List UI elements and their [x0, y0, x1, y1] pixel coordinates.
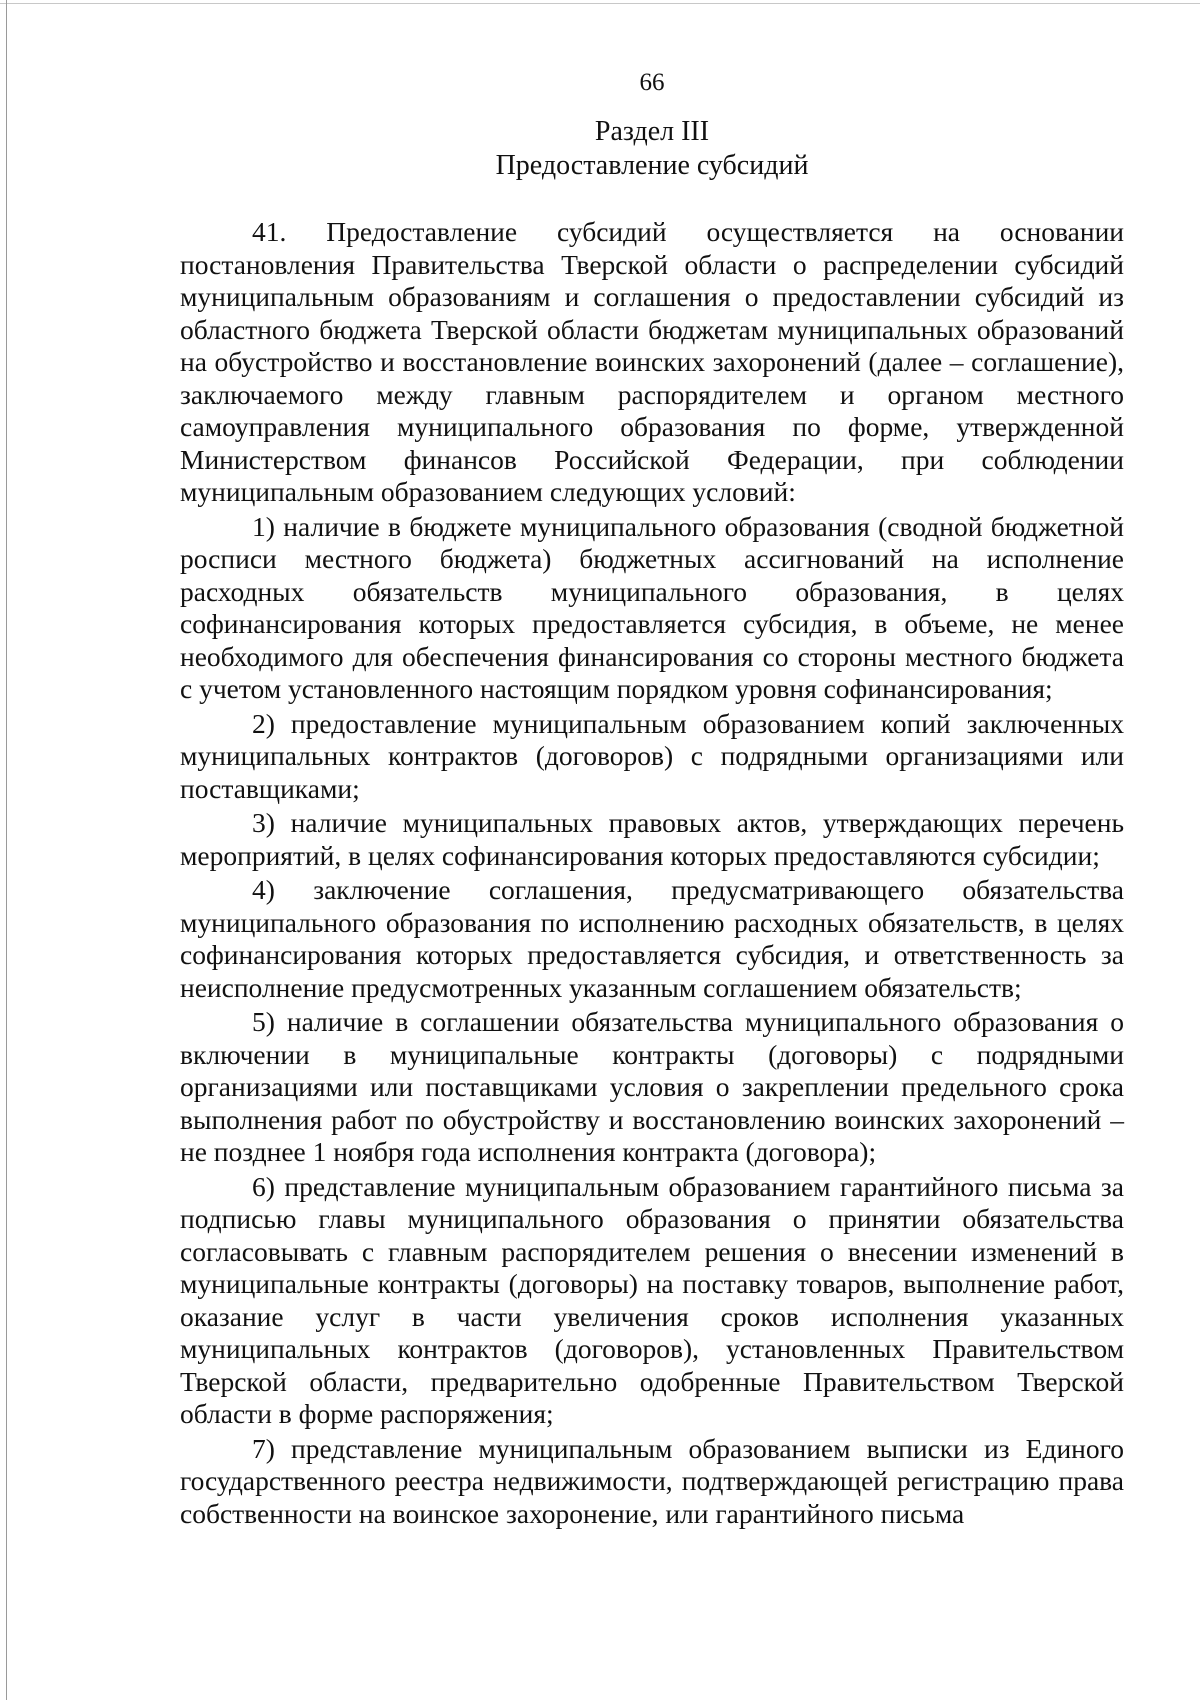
- page-edge-left: [6, 0, 7, 1700]
- paragraph-item-3: 3) наличие муниципальных правовых актов, утверждающих перечень мероприятий, в целях софинансирования которых предоставляются субсидии;: [180, 807, 1124, 871]
- paragraph-item-2: 2) предоставление муниципальным образованием копий заключенных муниципальных контрактов (договоров) с подрядными организациями или поставщиками;: [180, 707, 1124, 804]
- page-edge-top: [0, 3, 1200, 4]
- paragraph-item-4: 4) заключение соглашения, предусматривающего обязательства муниципального образования по исполнению расходных обязательств, в целях софинансирования которых предоставляется субсидия, и ответственность за неисполнение предусмотренных указанным соглашением обязательств;: [180, 874, 1124, 1003]
- paragraph-item-7: 7) представление муниципальным образованием выписки из Единого государственного реестра недвижимости, подтверждающей регистрацию права собственности на воинское захоронение, или гарантийного письма: [180, 1432, 1124, 1529]
- section-title: Раздел III: [594, 116, 710, 147]
- body-text: [180, 216, 1124, 1530]
- paragraph-41: 41. Предоставление субсидий осуществляется на основании постановления Правительства Тверской области о распределении субсидий муниципальным образованиям и соглашения о предоставлении субсидий из областного бюджета Тверской области бюджетам муниципальных образований на обустройство и восстановление воинских захоронений (далее – соглашение), заключаемого между главным распорядителем и органом местного самоуправления муниципального образования по форме, утвержденной Министерством финансов Российской Федерации, при соблюдении муниципальным образованием следующих условий:: [180, 216, 1124, 507]
- section-subtitle: Предоставление субсидий: [495, 150, 809, 181]
- page-number: 66: [639, 69, 665, 96]
- paragraph-item-6: 6) представление муниципальным образованием гарантийного письма за подписью главы муниципального образования о принятии обязательства согласовывать с главным распорядителем решения о внесении изменений в муниципальные контракты (договоры) на поставку товаров, выполнение работ, оказание услуг в части увеличения сроков исполнения указанных муниципальных контрактов (договоров), установленных Правительством Тверской области, предварительно одобренные Правительством Тверской области в форме распоряжения;: [180, 1170, 1124, 1429]
- paragraph-item-5: 5) наличие в соглашении обязательства муниципального образования о включении в муниципальные контракты (договоры) с подрядными организациями или поставщиками условия о закреплении предельного срока выполнения работ по обустройству и восстановлению воинских захоронений – не позднее 1 ноября года исполнения контракта (договора);: [180, 1006, 1124, 1167]
- paragraph-item-1: 1) наличие в бюджете муниципального образования (сводной бюджетной росписи местного бюджета) бюджетных ассигнований на исполнение расходных обязательств муниципального образования, в целях софинансирования которых предоставляется субсидия, в объеме, не менее необходимого для обеспечения финансирования со стороны местного бюджета с учетом установленного настоящим порядком уровня софинансирования;: [180, 510, 1124, 704]
